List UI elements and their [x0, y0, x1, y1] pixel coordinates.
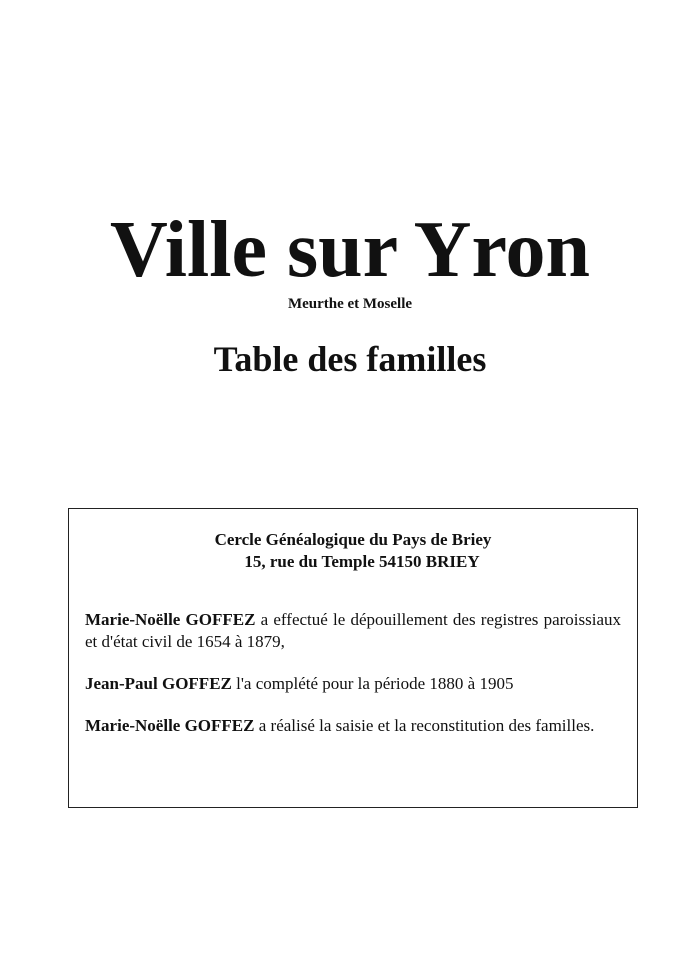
- info-box: [68, 508, 638, 808]
- credit-text: a effectué le dépouillement des registres paroissiaux et d'état civil de 1654 à 1879,: [85, 610, 621, 651]
- credit-paragraph: [85, 673, 621, 695]
- credit-name: Marie-Noëlle GOFFEZ: [85, 610, 256, 629]
- credit-name: Jean-Paul GOFFEZ: [85, 674, 232, 693]
- credits-list: [85, 609, 621, 757]
- document-subtitle: Meurthe et Moselle: [287, 296, 413, 312]
- credit-paragraph: [85, 715, 621, 737]
- organization-address: 15, rue du Temple 54150 BRIEY: [244, 552, 480, 571]
- organization-block: [69, 529, 637, 573]
- document-title: Ville sur Yron: [109, 206, 591, 294]
- credit-text: l'a complété pour la période 1880 à 1905: [231, 674, 514, 693]
- organization-name: Cercle Généalogique du Pays de Briey: [214, 530, 492, 549]
- document-heading: Table des familles: [213, 339, 487, 379]
- credit-paragraph: [85, 609, 621, 653]
- credit-name: Marie-Noëlle GOFFEZ: [85, 716, 255, 735]
- credit-text: a réalisé la saisie et la reconstitution des familles.: [254, 716, 595, 735]
